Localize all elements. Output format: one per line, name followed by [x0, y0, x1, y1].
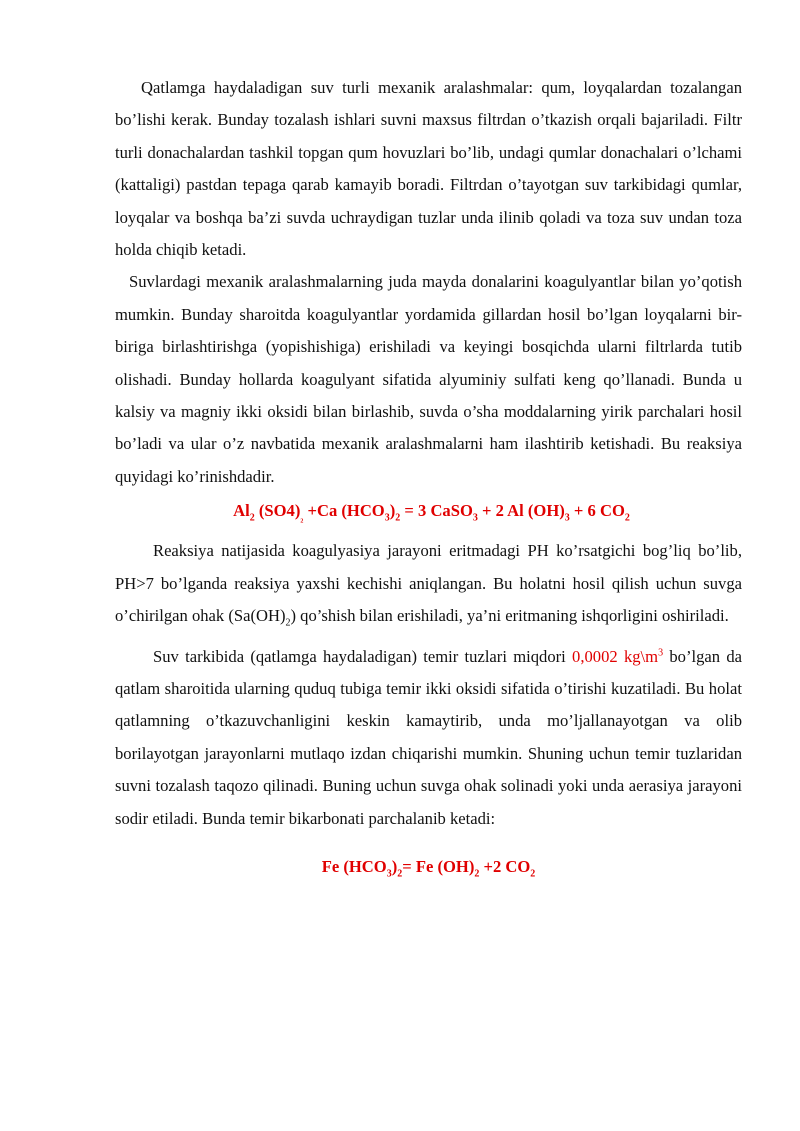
iron-concentration-value: 0,0002 $kg\backslash m^3$ [572, 646, 664, 666]
paragraph-ph-condition: Reaksiya natijasida koagulyasiya jarayoni eritmadagi PH ko’rsatgichi bog’liq bo’lib, PH>7 bo’lganda reaksiya yaxshi kechishi aniqlangan. Bu holatni hosil qilish uchun suvga o’chirilgan ohak $(Sa(OH)_2)$ qo’shish bilan erishiladi, ya’ni eritmaning ishqorligini oshiriladi. [115, 541, 742, 629]
paragraph-iron-salts: Suv tarkibida (qatlamga haydaladigan) temir tuzlari miqdori 0,0002 $kg\backslash m^3$ bo’lgan da qatlam sharoitida ularning quduq tubiga temir ikki oksidi sifatida o’tirishi kuzatiladi. Bu holat qatlamning o’tkazuvchanligini keskin kamaytirib, unda mo’ljallanayotgan va olib borilayotgan jarayonlarni mutlaqo izdan chiqarishi mumkin. Shuning uchun temir tuzlaridan suvni tozalash taqozo qilinadi. Buning uchun suvga ohak solinadi yoki unda aerasiya jarayoni sodir etiladi. Bunda temir bikarbonati parchalanib ketadi: [115, 646, 742, 828]
reaction-equation-iron: Fe $(HCO_3)_2= Fe$ $(OH)_2 +2$ $CO_2$ [321, 856, 536, 880]
paragraph-coagulants: Suvlardagi mexanik aralashmalarning juda mayda donalarini koagulyantlar bilan yo’qotish mumkin. Bunday sharoitda koagulyantlar yordamida gillardan hosil bo’lgan loyqalarni bir-biriga birlashtirishga (yopishishiga) erishiladi va keyingi bosqichda ularni filtrlarda tutib olishadi. Bunday hollarda koagulyant sifatida alyuminiy sulfati keng qo’llanadi. Bunda u kalsiy va magniy ikki oksidi bilan birlashib, suvda o’sha moddalarning yirik parchalari hosil bo’ladi va ular o’z navbatida mexanik aralashmalarni ham ilashtirib ketishadi. Bu reaksiya quyidagi ko’rinishdadir. [115, 272, 742, 486]
reaction-equation-alum: $Al_2$ $(SO4)_{_2} +Ca$ $(HCO_3)_2 = 3$ CaSO$_3$ + 2 Al $(OH)_3 + 6$ $CO_2$ [233, 501, 630, 524]
paragraph-filtration: Qatlamga haydaladigan suv turli mexanik aralashmalar: qum, loyqalardan tozalangan bo’lishi kerak. Bunday tozalash ishlari suvni maxsus filtrdan o’tkazish orqali bajariladi. Filtr turli donachalardan tashkil topgan qum hovuzlari bo’lib, undagi qumlar donachalari o’lchami (kattaligi) pastdan tepaga qarab kamayib boradi. Filtrdan o’tayotgan suv tarkibidagi qumlar, loyqalar va boshqa ba’zi suvda uchraydigan tuzlar unda ilinib qoladi va toza suv undan toza holda chiqib ketadi. [115, 78, 742, 260]
